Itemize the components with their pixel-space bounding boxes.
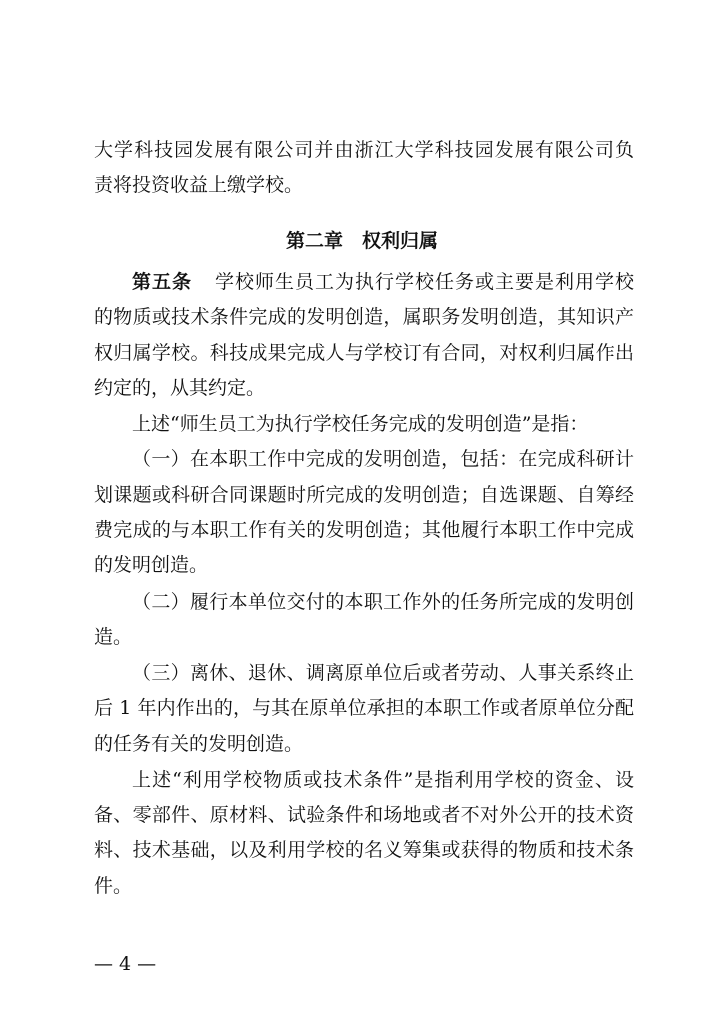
list-item-2-line: （二）履行本单位交付的本职工作外的任务所完成的发明创 [132, 591, 634, 613]
paragraph-line: 上述“师生员工为执行学校任务完成的发明创造”是指： [132, 413, 589, 435]
paragraph-line: 的任务有关的发明创造。 [94, 733, 304, 755]
article-label: 第五条 [132, 271, 192, 293]
list-item-1-line: （一）在本职工作中完成的发明创造，包括：在完成科研计 [132, 448, 634, 470]
article-text: 学校师生员工为执行学校任务或主要是利用学校 [214, 271, 634, 293]
paragraph-line: 件。 [94, 875, 133, 897]
chapter-heading: 第二章 权利归属 [285, 230, 438, 252]
paragraph-line: 后 1 年内作出的，与其在原单位承担的本职工作或者原单位分配 [94, 697, 634, 719]
article-5-first-line [132, 270, 634, 294]
paragraph-line: 备、零部件、原材料、试验条件和场地或者不对外公开的技术资 [94, 804, 634, 826]
paragraph-line: 的发明创造。 [94, 554, 209, 576]
paragraph-line: 责将投资收益上缴学校。 [94, 174, 304, 196]
paragraph-line: 的物质或技术条件完成的发明创造，属职务发明创造，其知识产 [94, 306, 634, 328]
paragraph-line: 料、技术基础，以及利用学校的名义筹集或获得的物质和技术条 [94, 839, 634, 861]
paragraph-line: 造。 [94, 626, 133, 648]
paragraph-line: 上述“利用学校物质或技术条件”是指利用学校的资金、设 [132, 769, 634, 791]
paragraph-line: 费完成的与本职工作有关的发明创造；其他履行本职工作中完成 [94, 519, 634, 541]
list-item-3-line: （三）离休、退休、调离原单位后或者劳动、人事关系终止 [132, 662, 634, 684]
paragraph-line: 约定的，从其约定。 [94, 377, 266, 399]
paragraph-line: 划课题或科研合同课题时所完成的发明创造；自选课题、自筹经 [94, 484, 634, 506]
paragraph-line: 大学科技园发展有限公司并由浙江大学科技园发展有限公司负 [94, 139, 634, 161]
paragraph-line: 权归属学校。科技成果完成人与学校订有合同，对权利归属作出 [94, 342, 634, 364]
page-number: — 4 — [94, 953, 157, 975]
